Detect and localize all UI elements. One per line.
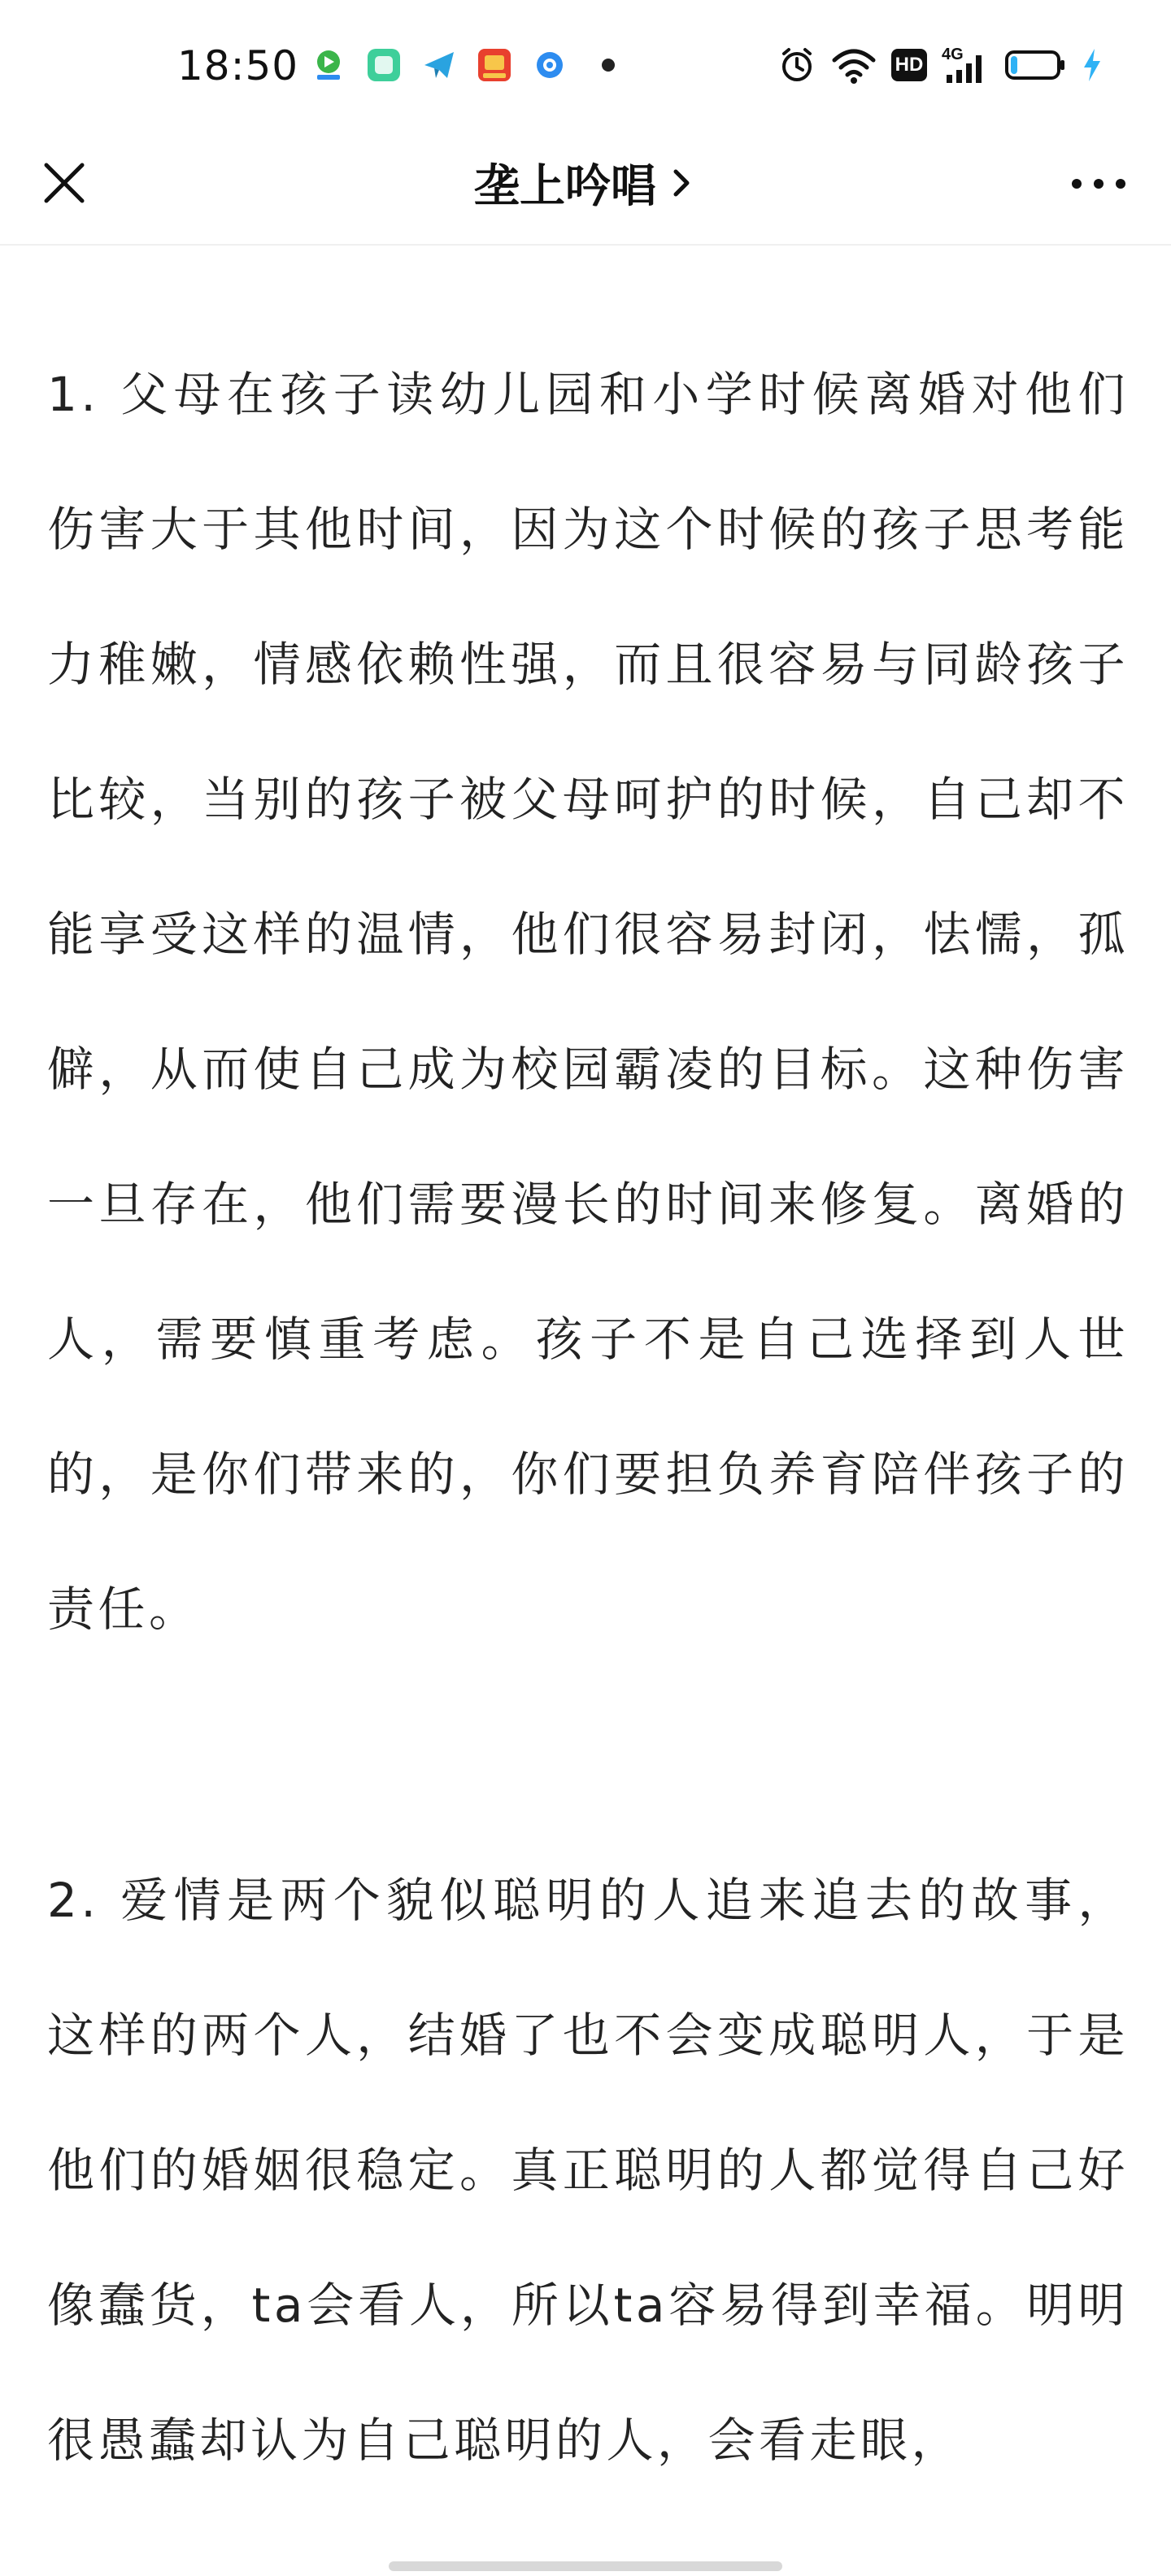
- chevron-right-icon: [669, 167, 697, 199]
- more-options-button[interactable]: [1062, 159, 1135, 208]
- page-title: 垄上吟唱: [474, 160, 656, 213]
- green-app-icon: [364, 46, 403, 85]
- account-title-link[interactable]: [0, 146, 1171, 220]
- taobao-icon: [475, 46, 514, 85]
- article-paragraph: 1. 父母在孩子读幼儿园和小学时候离婚对他们伤害大于其他时间，因为这个时候的孩子思考能力稚嫩，情感依赖性强，而且很容易与同龄孩子比较，当别的孩子被父母呵护的时候，自己却不能享受这样的温情，他们很容易封闭，怯懦，孤僻，从而使自己成为校园霸凌的目标。这种伤害一旦存在，他们需要漫长的时间来修复。离婚的人，需要慎重考虑。孩子不是自己选择到人世的，是你们带来的，你们要担负养育陪伴孩子的责任。: [47, 367, 1129, 1637]
- telegram-icon: [420, 46, 459, 85]
- system-icons: [777, 42, 1103, 88]
- cellular-signal-icon: [942, 46, 990, 85]
- battery-icon: [1005, 49, 1067, 81]
- home-indicator[interactable]: [389, 2561, 782, 2571]
- article-body: [47, 244, 1129, 2508]
- alarm-icon: [777, 46, 816, 85]
- article-paragraph: 2. 爱情是两个貌似聪明的人追来追去的故事，这样的两个人，结婚了也不会变成聪明人，于是他们的婚姻很稳定。真正聪明的人都觉得自己好像蠢货，ta会看人，所以ta容易得到幸福。明明很愚蠢却认为自己聪明的人，会看走眼，: [47, 1873, 1129, 2468]
- status-time: 18:50: [177, 42, 299, 89]
- network-type-label: 4G: [942, 46, 964, 63]
- hd-badge: HD: [891, 49, 927, 81]
- browser-icon: [530, 46, 569, 85]
- charging-icon: [1082, 47, 1103, 83]
- more-dots-icon: [1070, 177, 1127, 190]
- notification-icons: [309, 45, 615, 85]
- more-notifications-dot: [602, 59, 615, 72]
- video-app-icon: [309, 46, 348, 85]
- nav-bar: [0, 130, 1171, 246]
- status-bar: [0, 0, 1171, 130]
- wifi-icon: [831, 46, 877, 85]
